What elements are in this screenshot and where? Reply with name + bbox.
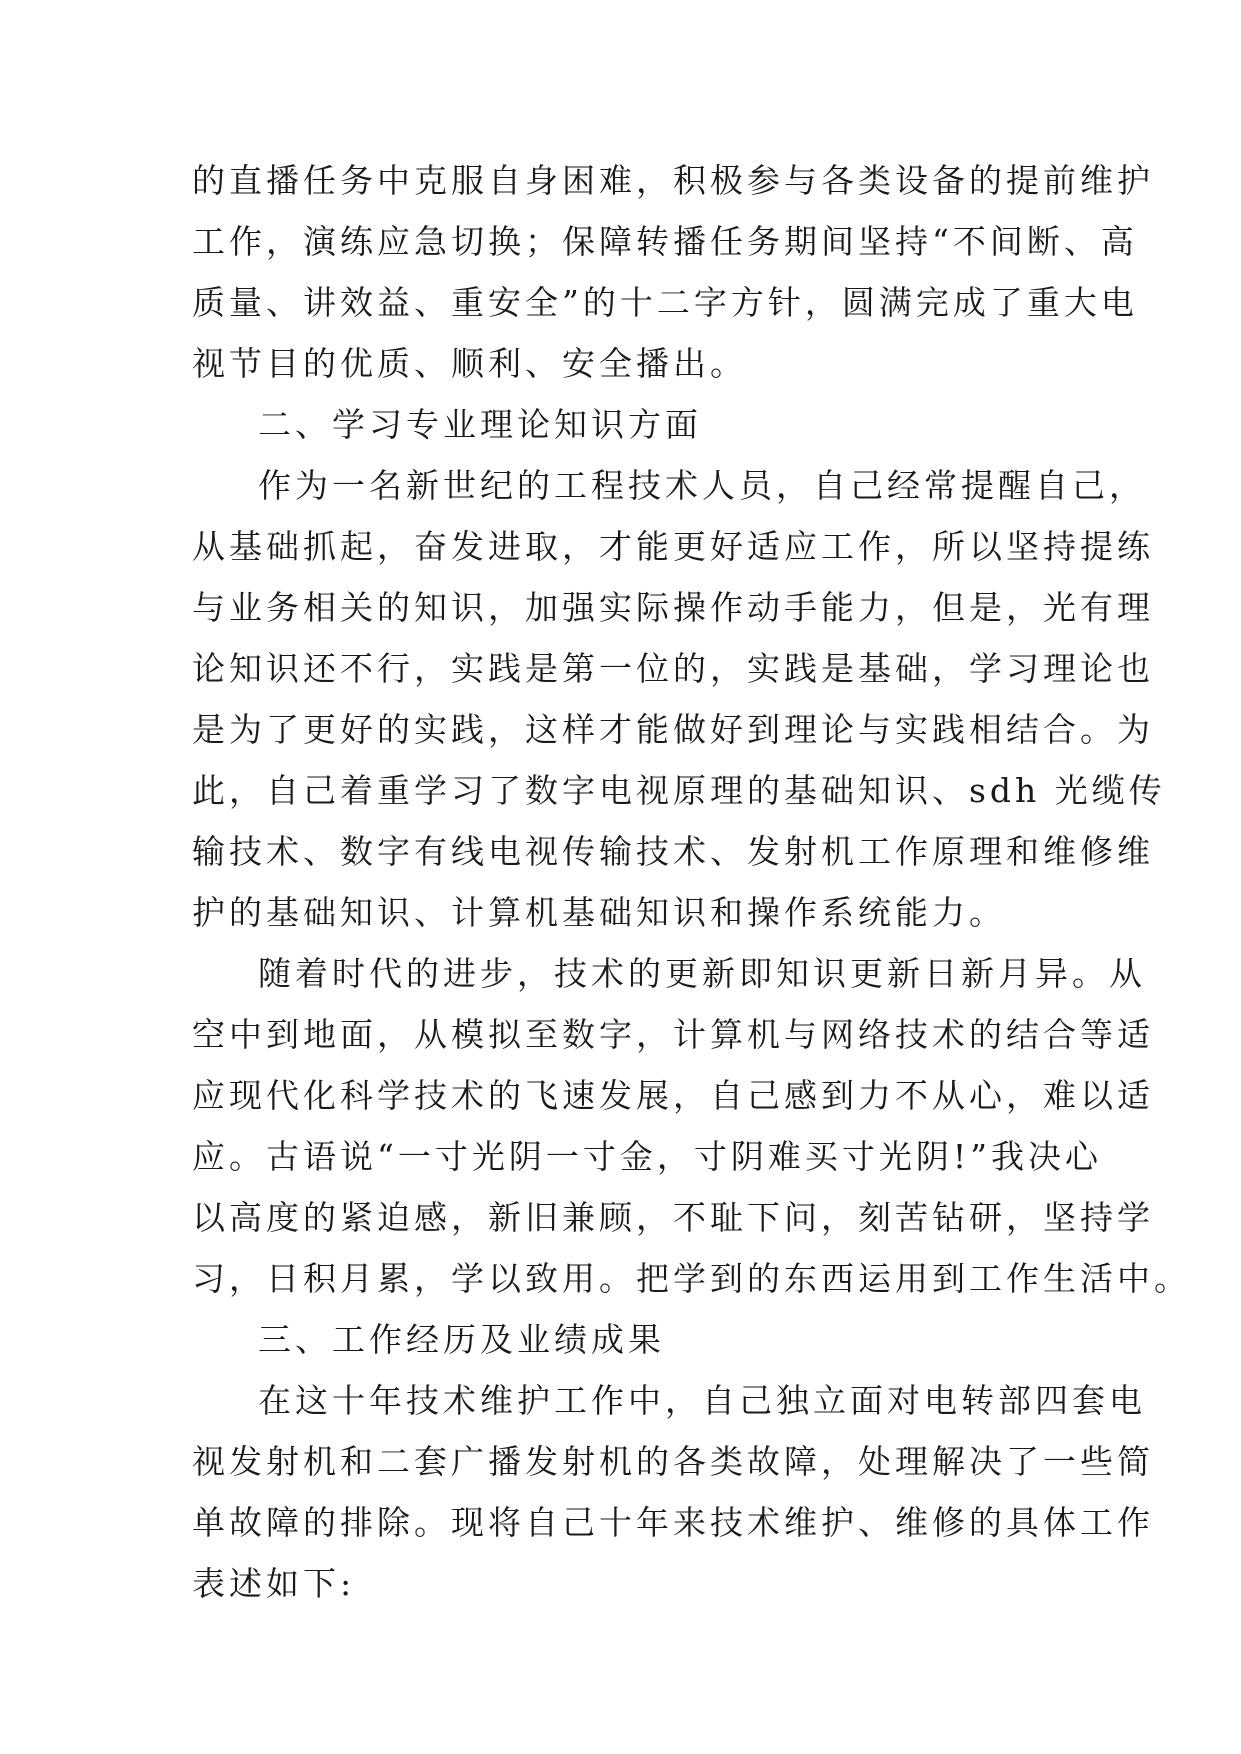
text-line: 工作，演练应急切换；保障转播任务期间坚持“不间断、高 (192, 222, 1138, 261)
paragraph-start-line: 在这十年技术维护工作中，自己独立面对电转部四套电 (258, 1381, 1146, 1420)
text-line: 空中到地面，从模拟至数字，计算机与网络技术的结合等适 (192, 1015, 1154, 1054)
text-line: 与业务相关的知识，加强实际操作动手能力，但是，光有理 (192, 588, 1154, 627)
text-line: 质量、讲效益、重安全”的十二字方针，圆满完成了重大电 (192, 283, 1138, 322)
text-line: 视发射机和二套广播发射机的各类故障，处理解决了一些简 (192, 1442, 1154, 1481)
text-line: 应。古语说“一寸光阴一寸金，寸阴难买寸光阴!”我决心 (192, 1137, 1103, 1176)
text-line: 视节目的优质、顺利、安全播出。 (192, 344, 747, 383)
text-line: 单故障的排除。现将自己十年来技术维护、维修的具体工作 (192, 1503, 1154, 1542)
text-line: 的直播任务中克服自身困难，积极参与各类设备的提前维护 (192, 161, 1154, 200)
text-line: 表述如下: (192, 1564, 356, 1603)
paragraph-start-line: 三、工作经历及业绩成果 (258, 1320, 665, 1359)
text-line: 此，自己着重学习了数字电视原理的基础知识、sdh 光缆传 (192, 771, 1166, 810)
document-body (192, 150, 1191, 1614)
paragraph-start-line: 二、学习专业理论知识方面 (258, 405, 702, 444)
paragraph-start-line: 随着时代的进步，技术的更新即知识更新日新月异。从 (258, 954, 1146, 993)
text-line: 应现代化科学技术的飞速发展，自己感到力不从心，难以适 (192, 1076, 1154, 1115)
text-line: 从基础抓起，奋发进取，才能更好适应工作，所以坚持提练 (192, 527, 1154, 566)
text-line: 输技术、数字有线电视传输技术、发射机工作原理和维修维 (192, 832, 1154, 871)
text-line: 论知识还不行，实践是第一位的，实践是基础，学习理论也 (192, 649, 1154, 688)
text-line: 是为了更好的实践，这样才能做好到理论与实践相结合。为 (192, 710, 1154, 749)
text-line: 护的基础知识、计算机基础知识和操作系统能力。 (192, 893, 1006, 932)
text-line: 习，日积月累，学以致用。把学到的东西运用到工作生活中。 (192, 1259, 1191, 1298)
paragraph-start-line: 作为一名新世纪的工程技术人员，自己经常提醒自己， (258, 466, 1146, 505)
text-line: 以高度的紧迫感，新旧兼顾，不耻下问，刻苦钻研，坚持学 (192, 1198, 1154, 1237)
